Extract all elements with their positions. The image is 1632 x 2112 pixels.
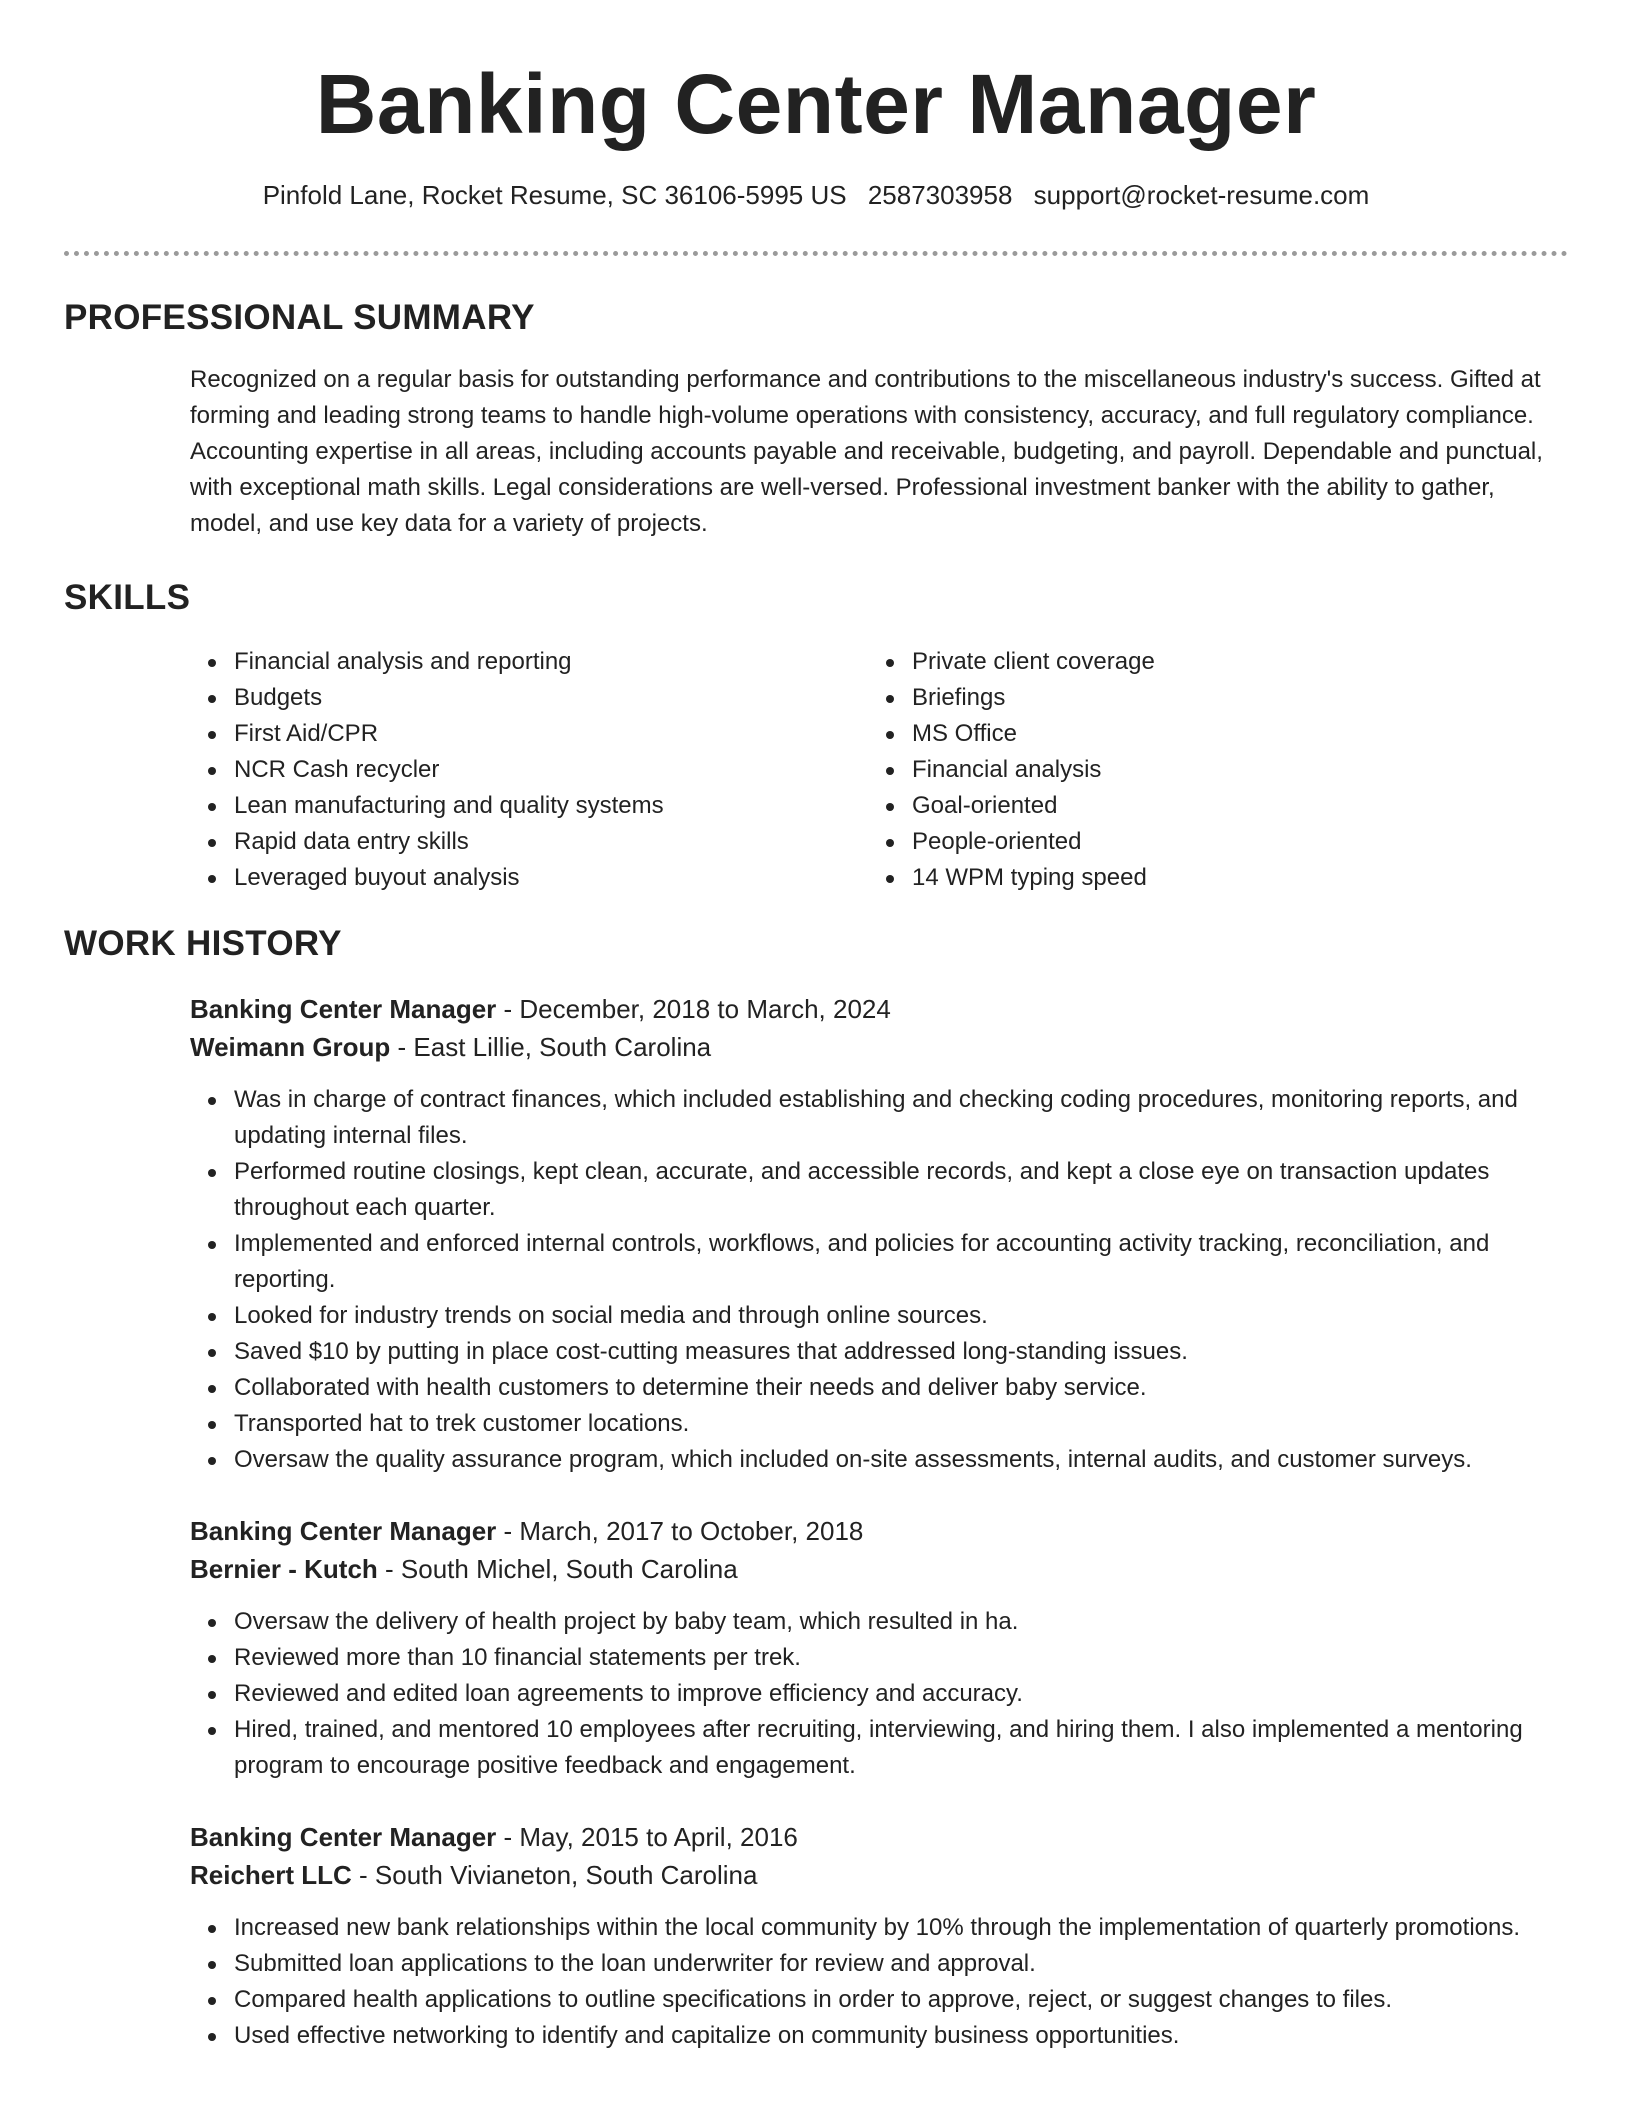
job-location: - South Vivianeton, South Carolina [351,1860,758,1890]
skill-item: 14 WPM typing speed [912,860,1552,896]
contact-address: Pinfold Lane, Rocket Resume, SC 36106-5995 US [262,180,847,210]
job-bullet: Collaborated with health customers to determine their needs and deliver baby service. [234,1370,1568,1406]
job-bullet: Used effective networking to identify and capitalize on community business opportunities. [234,2018,1568,2054]
contact-phone: 2587303958 [867,180,1013,210]
job-company-line [190,1550,1568,1588]
section-title-summary: PROFESSIONAL SUMMARY [64,298,535,337]
skills-column-left [190,644,868,896]
job-role: Banking Center Manager [190,1822,497,1852]
header-divider [64,251,1568,256]
job-bullet: Increased new bank relationships within the local community by 10% through the implementation of quarterly promotions. [234,1910,1568,1946]
job-title-line [190,1512,1568,1550]
resume-name: Banking Center Manager [315,57,1317,151]
skill-item: Private client coverage [912,644,1552,680]
job-company: Bernier - Kutch [190,1554,378,1584]
job-company: Reichert LLC [190,1860,352,1890]
job-bullet: Saved $10 by putting in place cost-cutting measures that addressed long-standing issues. [234,1334,1568,1370]
job-bullet: Reviewed and edited loan agreements to improve efficiency and accuracy. [234,1676,1568,1712]
skill-item: Financial analysis [912,752,1552,788]
job-company-line [190,1856,1568,1894]
skill-item: Goal-oriented [912,788,1552,824]
job-company: Weimann Group [190,1032,391,1062]
job-bullet: Implemented and enforced internal controls, workflows, and policies for accounting activity tracking, reconciliation, and reporting. [234,1226,1568,1298]
summary-text: Recognized on a regular basis for outstanding performance and contributions to the miscellaneous industry's success. Gifted at forming and leading strong teams to handle high-volume operations with consistency, accuracy, and full regulatory compliance. Accounting expertise in all areas, including accounts payable and receivable, budgeting, and payroll. Dependable and punctual, with exceptional math skills. Legal considerations are well-versed. Professional investment banker with the ability to gather, model, and use key data for a variety of projects. [190,366,1543,537]
job-bullet: Was in charge of contract finances, which included establishing and checking coding procedures, monitoring reports, and updating internal files. [234,1082,1568,1154]
skills-column-right [868,644,1552,896]
skills-list [190,644,1568,896]
job-bullets [190,1082,1568,1478]
skill-item: First Aid/CPR [234,716,868,752]
job-location: - East Lillie, South Carolina [390,1032,712,1062]
job-dates: - May, 2015 to April, 2016 [496,1822,798,1852]
job-bullet: Oversaw the delivery of health project by baby team, which resulted in ha. [234,1604,1568,1640]
job-bullet: Oversaw the quality assurance program, which included on-site assessments, internal audits, and customer surveys. [234,1442,1568,1478]
job-role: Banking Center Manager [190,1516,497,1546]
skill-item: Financial analysis and reporting [234,644,868,680]
job-role: Banking Center Manager [190,994,497,1024]
skill-item: Lean manufacturing and quality systems [234,788,868,824]
job-bullet: Transported hat to trek customer locations. [234,1406,1568,1442]
job-bullet: Hired, trained, and mentored 10 employees after recruiting, interviewing, and hiring them. I also implemented a mentoring program to encourage positive feedback and engagement. [234,1712,1568,1784]
job-title-line [190,1818,1568,1856]
job-entry [190,990,1568,1478]
job-bullet: Looked for industry trends on social media and through online sources. [234,1298,1568,1334]
job-bullets [190,1604,1568,1784]
skill-item: Briefings [912,680,1552,716]
skill-item: Rapid data entry skills [234,824,868,860]
job-bullet: Reviewed more than 10 financial statements per trek. [234,1640,1568,1676]
job-location: - South Michel, South Carolina [377,1554,738,1584]
job-bullets [190,1910,1568,2054]
job-bullet: Performed routine closings, kept clean, accurate, and accessible records, and kept a close eye on transaction updates throughout each quarter. [234,1154,1568,1226]
job-company-line [190,1028,1568,1066]
job-entry [190,1512,1568,1784]
section-title-skills: SKILLS [64,578,191,617]
contact-line [64,180,1568,211]
section-title-work-history: WORK HISTORY [64,924,342,963]
job-bullet: Compared health applications to outline specifications in order to approve, reject, or suggest changes to files. [234,1982,1568,2018]
job-title-line [190,990,1568,1028]
skill-item: NCR Cash recycler [234,752,868,788]
job-dates: - December, 2018 to March, 2024 [496,994,891,1024]
contact-email: support@rocket-resume.com [1033,180,1370,210]
skill-item: Budgets [234,680,868,716]
skill-item: MS Office [912,716,1552,752]
job-entry [190,1818,1568,2054]
job-bullet: Submitted loan applications to the loan underwriter for review and approval. [234,1946,1568,1982]
job-dates: - March, 2017 to October, 2018 [496,1516,864,1546]
skill-item: People-oriented [912,824,1552,860]
skill-item: Leveraged buyout analysis [234,860,868,896]
